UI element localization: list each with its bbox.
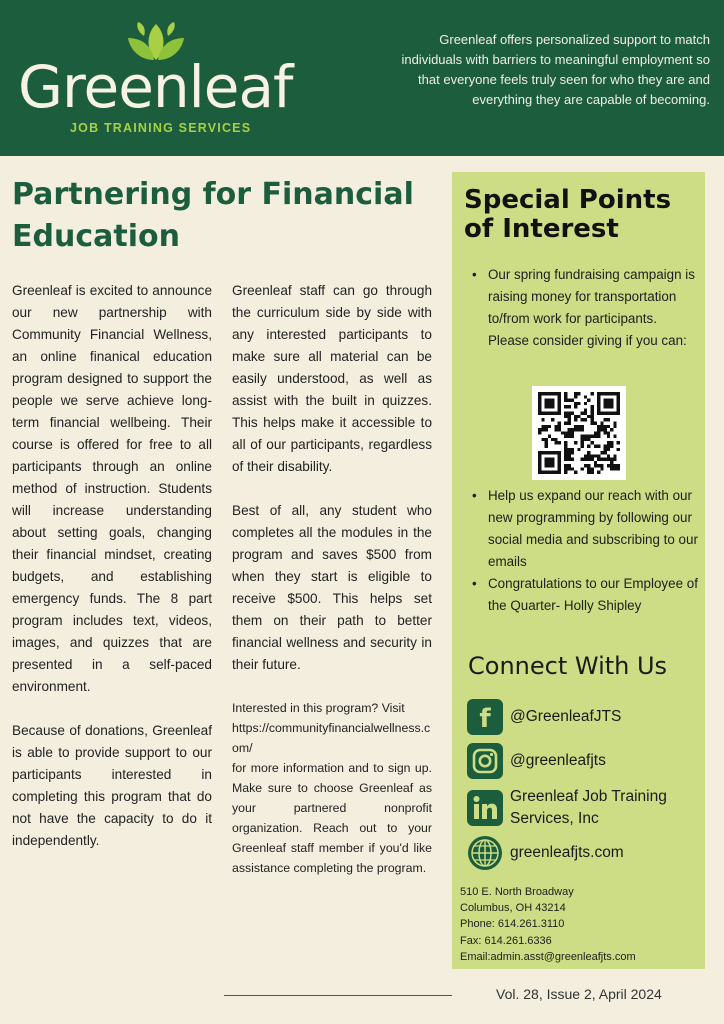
issue-info: Vol. 28, Issue 2, April 2024 [496, 986, 662, 1002]
call-to-action [232, 698, 432, 878]
logo-subtitle: JOB TRAINING SERVICES [70, 121, 252, 135]
donation-qr-code[interactable] [532, 386, 626, 480]
instagram-handle: @greenleafjts [510, 752, 606, 769]
footer-divider [224, 995, 452, 996]
email-address: Email:admin.asst@greenleafjts.com [460, 950, 636, 963]
address-line: 510 E. North Broadway [460, 886, 574, 898]
social-instagram[interactable] [466, 742, 700, 780]
list-item: • Our spring fundraising campaign is raising money for transportation to/from work for participants. Please consider giving if you can: [470, 264, 698, 352]
masthead [0, 0, 724, 156]
article-column-left [12, 280, 212, 874]
program-link[interactable]: https://communityfinancialwellness.com/ [232, 721, 431, 755]
facebook-icon [466, 698, 504, 736]
article-title: Partnering for Financial Education [12, 177, 414, 254]
cta-intro: Interested in this program? Visit [232, 701, 405, 715]
article-paragraph: Greenleaf is excited to announce our new partnership with Community Financial Wellness, an online finanical education program designed to support the people we serve achieve long-term financial wellbeing. Their course is offered for free to all participants through an online method of instruction. Students will increase understanding about setting goals, changing their financial mindset, creating budgets, and establishing emergency funds. The 8 part program includes text, videos, images, and quizzes that are presented in a self-paced environment. [12, 283, 212, 694]
qr-code-icon [538, 392, 620, 474]
list-item: • Congratulations to our Employee of the Quarter- Holly Shipley [470, 573, 698, 617]
sidebar-panel [452, 172, 705, 969]
facebook-handle: @GreenleafJTS [510, 708, 622, 725]
address-line: Columbus, OH 43214 [460, 902, 566, 915]
article-paragraph: Best of all, any student who completes all the modules in the program and saves $500 from when they start is eligible to receive $500. This helps set them on their path to better financial wellness and security in their future. [232, 503, 432, 672]
contact-address [460, 884, 636, 965]
article-paragraph: Because of donations, Greenleaf is able to provide support to our participants interested in completing this program that do not have the capacity to do it independently. [12, 723, 212, 848]
fax-number: Fax: 614.261.6336 [460, 934, 552, 947]
list-item: • Help us expand our reach with our new programming by following our social media and subscribing to our emails [470, 485, 698, 573]
logo-wordmark: Greenleaf [18, 53, 293, 121]
linkedin-icon [466, 789, 504, 827]
connect-heading: Connect With Us [468, 652, 668, 680]
article-column-middle [232, 280, 432, 878]
cta-details: for more information and to sign up. Make sure to choose Greenleaf as your partnered nonprofit organization. Reach out to your Greenleaf staff member if you'd like assistance completing the program. [232, 761, 432, 875]
mission-statement: Greenleaf offers personalized support to match individuals with barriers to meaningful employment so that everyone feels truly seen for who they are and everything they are capable of becoming. [401, 32, 710, 107]
social-facebook[interactable] [466, 698, 700, 736]
website-link: greenleafjts.com [510, 844, 624, 861]
social-linkedin[interactable] [466, 786, 700, 830]
phone-number: Phone: 614.261.3110 [460, 918, 565, 931]
points-list [470, 264, 698, 352]
points-list [470, 485, 698, 617]
globe-icon [466, 834, 504, 872]
article-paragraph: Greenleaf staff can go through the curriculum side by side with any interested participants to make sure all material can be easily understood, as well as assist with the built in quizzes. This helps make it accessible to all of our participants, regardless of their disability. [232, 283, 432, 474]
svg-text:f: f [479, 704, 491, 734]
linkedin-name: Greenleaf Job Training Services, Inc [510, 788, 667, 827]
social-website[interactable] [466, 834, 700, 872]
sidebar-title: Special Points of Interest [464, 185, 672, 244]
instagram-icon [466, 742, 504, 780]
